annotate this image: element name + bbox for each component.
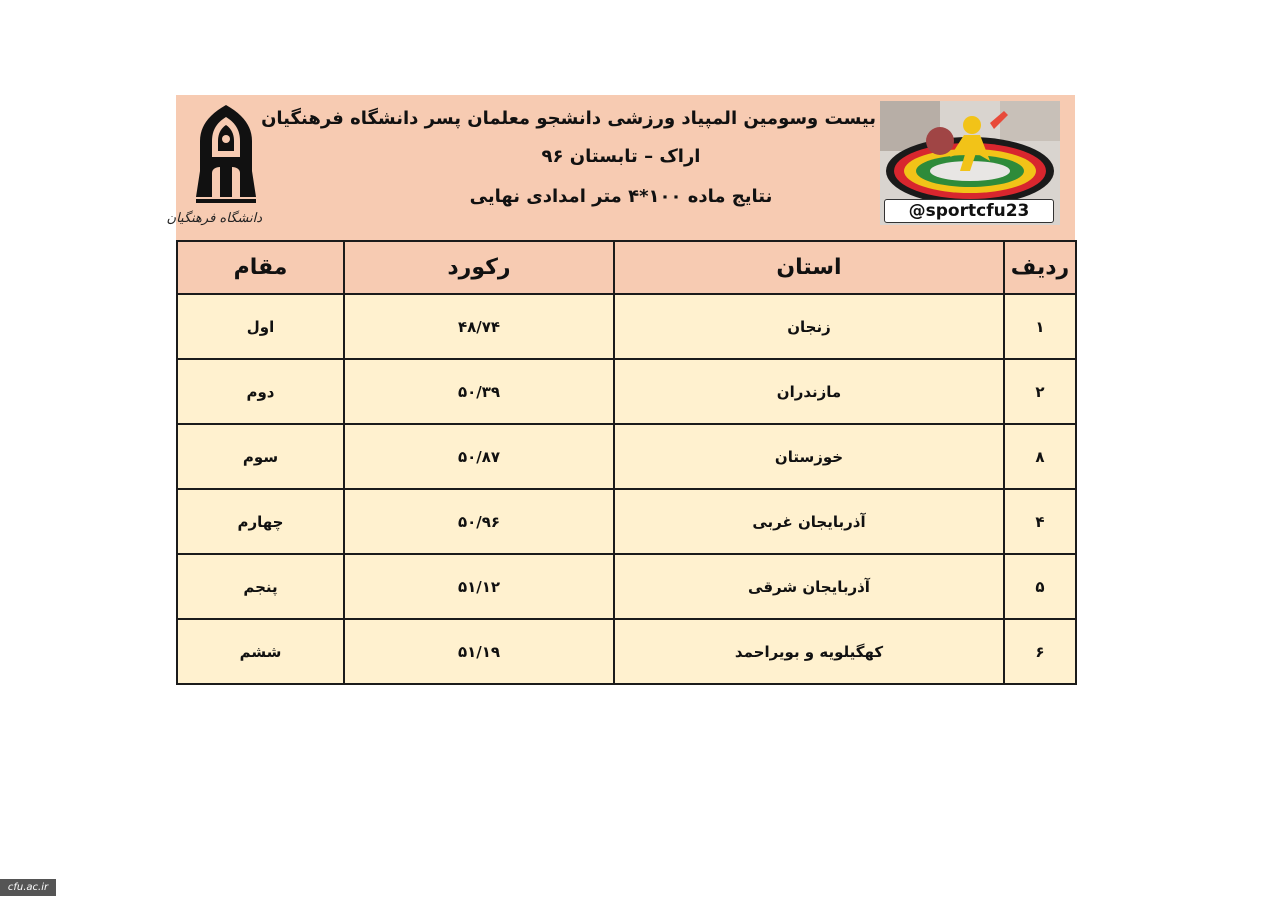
table-row	[177, 424, 1076, 489]
header-titles	[261, 95, 876, 207]
header-subtitle: اراک – تابستان ۹۶	[541, 146, 701, 167]
results-document	[166, 95, 1075, 685]
table-row	[177, 554, 1076, 619]
cell-rank: ۴	[1004, 489, 1076, 554]
column-header-province: استان	[614, 241, 1004, 294]
sport-olympiad-logo	[880, 101, 1060, 225]
cell-province: آذربایجان غربی	[614, 489, 1004, 554]
cell-place: ششم	[177, 619, 344, 684]
header-title: بیست وسومین المپیاد ورزشی دانشجو معلمان پسر دانشگاه فرهنگیان	[261, 108, 876, 129]
site-badge[interactable]: cfu.ac.ir	[0, 879, 56, 896]
table-row	[177, 294, 1076, 359]
cell-rank: ۸	[1004, 424, 1076, 489]
column-header-rank: ردیف	[1004, 241, 1076, 294]
cell-rank: ۱	[1004, 294, 1076, 359]
event-title: نتایج ماده ۱۰۰*۴ متر امدادی نهایی	[469, 186, 773, 207]
cell-rank: ۶	[1004, 619, 1076, 684]
cell-province: آذربایجان شرقی	[614, 554, 1004, 619]
cell-province: کهگیلویه و بویراحمد	[614, 619, 1004, 684]
document-header	[166, 95, 1075, 240]
cell-place: اول	[177, 294, 344, 359]
results-table	[176, 240, 1077, 685]
cell-place: سوم	[177, 424, 344, 489]
cell-rank: ۵	[1004, 554, 1076, 619]
university-caption: دانشگاه فرهنگیان	[166, 211, 262, 226]
cell-record: ۵۰/۸۷	[344, 424, 614, 489]
table-row	[177, 619, 1076, 684]
university-logo	[166, 101, 262, 227]
cell-record: ۵۰/۳۹	[344, 359, 614, 424]
cell-place: پنجم	[177, 554, 344, 619]
table-header-row	[177, 241, 1076, 294]
cell-province: زنجان	[614, 294, 1004, 359]
cell-province: مازندران	[614, 359, 1004, 424]
cell-record: ۴۸/۷۴	[344, 294, 614, 359]
cell-record: ۵۱/۱۹	[344, 619, 614, 684]
column-header-place: مقام	[177, 241, 344, 294]
table-row	[177, 489, 1076, 554]
farhangian-emblem-icon	[190, 101, 262, 209]
cell-province: خوزستان	[614, 424, 1004, 489]
column-header-record: رکورد	[344, 241, 614, 294]
instagram-handle: @sportcfu23	[884, 199, 1054, 223]
cell-record: ۵۰/۹۶	[344, 489, 614, 554]
cell-place: دوم	[177, 359, 344, 424]
cell-rank: ۲	[1004, 359, 1076, 424]
cell-place: چهارم	[177, 489, 344, 554]
cell-record: ۵۱/۱۲	[344, 554, 614, 619]
table-row	[177, 359, 1076, 424]
